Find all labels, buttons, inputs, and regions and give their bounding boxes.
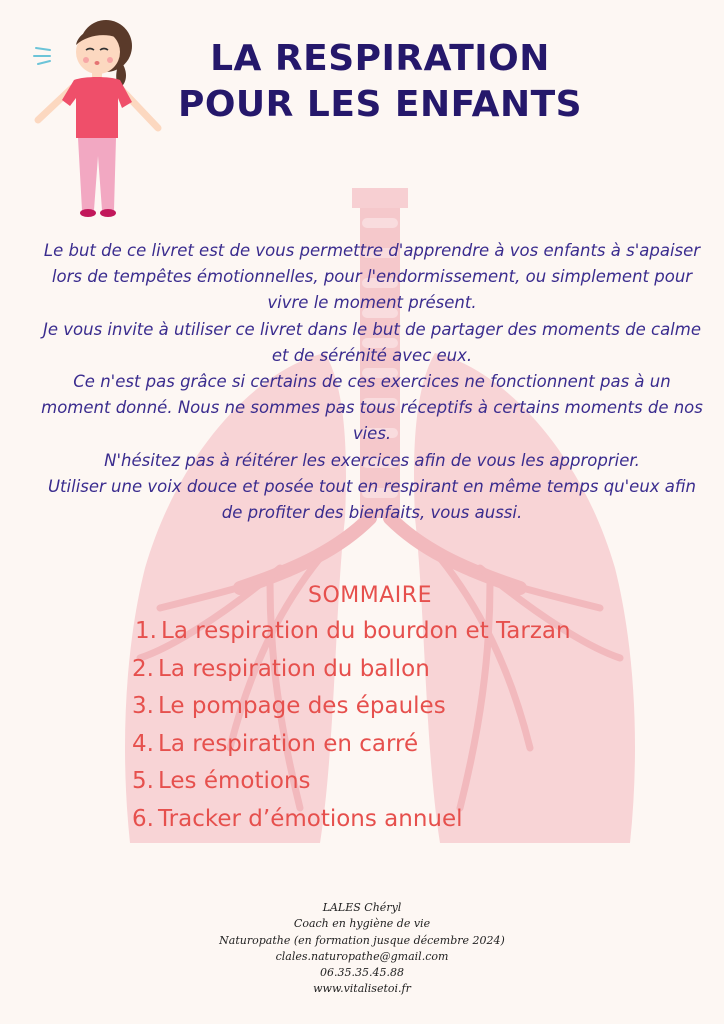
- author-contact: [160, 900, 564, 998]
- intro-paragraph-5: Utiliser une voix douce et posée tout en respirant en même temps qu'eux afin de profiter des bienfaits, vous aussi.: [47, 476, 697, 523]
- toc-item-number: 3.: [132, 693, 154, 720]
- toc-item: [124, 768, 714, 806]
- intro-paragraph-1: Le but de ce livret est de vous permettre d'apprendre à vos enfants à s'apaiser lors de tempêtes émotionnelles, pour l'endormissement, ou simplement pour vivre le moment présent.: [43, 241, 701, 313]
- author-role: Coach en hygiène de vie: [293, 917, 431, 931]
- author-website[interactable]: www.vitalisetoi.fr: [313, 982, 411, 996]
- title-line-2: POUR LES ENFANTS: [177, 84, 583, 125]
- toc-item: [124, 656, 714, 694]
- author-phone[interactable]: 06.35.35.45.88: [320, 966, 404, 980]
- toc-item: [124, 618, 714, 656]
- toc-item-label: Tracker d’émotions annuel: [158, 805, 463, 832]
- toc-item-number: 1.: [135, 618, 157, 644]
- toc-item: [124, 693, 714, 731]
- toc-item-number: 2.: [132, 655, 154, 682]
- author-role-2: Naturopathe (en formation jusque décembre 2024): [219, 933, 505, 947]
- breathing-girl-illustration: [28, 10, 173, 220]
- toc-item-number: 5.: [132, 768, 154, 795]
- toc-item: [124, 806, 714, 844]
- intro-paragraph-4: N'hésitez pas à réitérer les exercices afin de vous les approprier.: [104, 450, 640, 470]
- author-name: LALES Chéryl: [322, 901, 402, 914]
- toc-item-number: 6.: [132, 805, 154, 832]
- toc-item: [124, 731, 714, 769]
- page-title: [160, 36, 600, 128]
- toc-item-label: La respiration du ballon: [158, 655, 430, 682]
- intro-paragraph-3: Ce n'est pas grâce si certains de ces exercices ne fonctionnent pas à un moment donné. Nous ne sommes pas tous réceptifs à certains moments de nos vies.: [41, 372, 703, 444]
- author-email[interactable]: clales.naturopathe@gmail.com: [275, 949, 449, 963]
- toc-item-label: La respiration du bourdon et Tarzan: [161, 618, 571, 644]
- intro-text: [40, 238, 704, 526]
- table-of-contents: [124, 618, 714, 844]
- toc-item-label: La respiration en carré: [158, 730, 419, 757]
- toc-item-number: 4.: [132, 730, 154, 757]
- toc-item-label: Les émotions: [158, 768, 311, 795]
- toc-item-label: Le pompage des épaules: [158, 693, 446, 720]
- title-line-1: LA RESPIRATION: [210, 38, 550, 79]
- intro-paragraph-2: Je vous invite à utiliser ce livret dans le but de partager des moments de calme et de sérénité avec eux.: [42, 319, 701, 365]
- sommaire-heading: SOMMAIRE: [308, 583, 432, 608]
